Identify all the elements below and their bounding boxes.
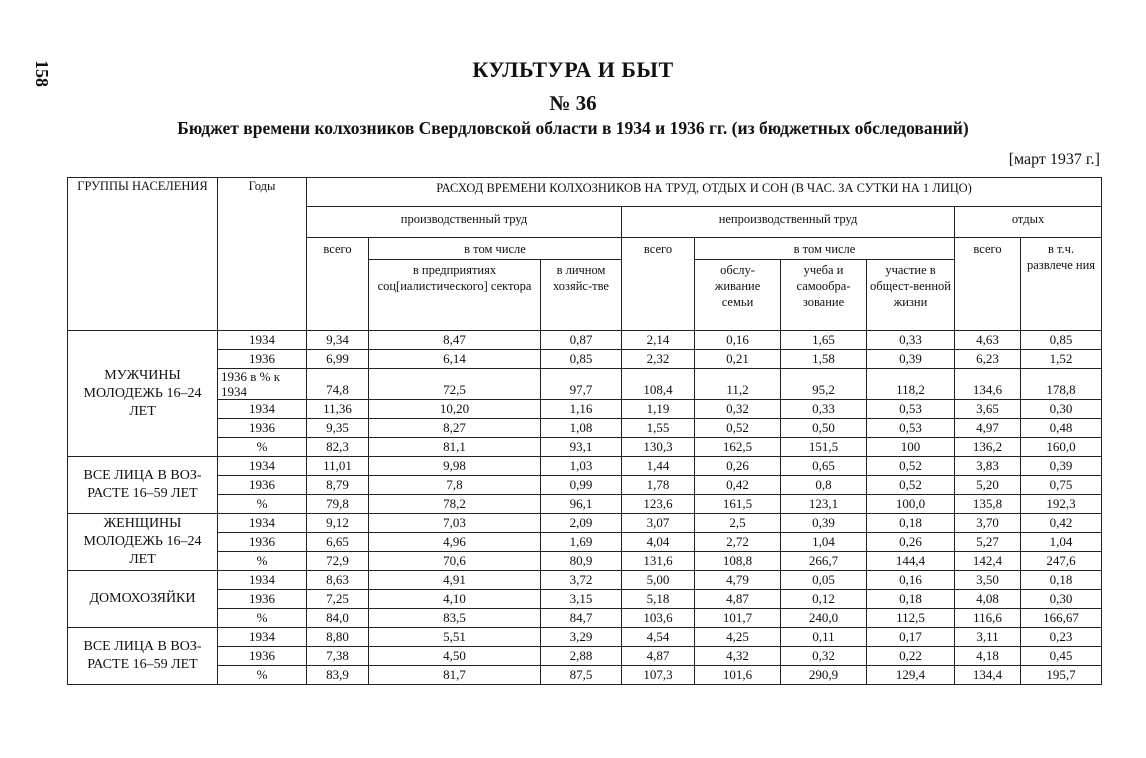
value-cell: 4,91: [369, 571, 541, 590]
value-cell: 11,01: [307, 457, 369, 476]
year-cell: 1936: [218, 533, 307, 552]
value-cell: 81,1: [369, 438, 541, 457]
value-cell: 11,2: [695, 369, 781, 400]
value-cell: 1,69: [541, 533, 622, 552]
table-row: [68, 666, 1102, 685]
header-family-service: обслу-живание семьи: [695, 260, 781, 331]
value-cell: 118,2: [867, 369, 955, 400]
value-cell: 0,39: [1021, 457, 1102, 476]
value-cell: 10,20: [369, 400, 541, 419]
value-cell: 107,3: [622, 666, 695, 685]
header-personal-farm: в личном хозяйс-тве: [541, 260, 622, 331]
value-cell: 7,8: [369, 476, 541, 495]
header-prod-total: всего: [307, 238, 369, 331]
value-cell: 2,5: [695, 514, 781, 533]
table-header: [68, 178, 1102, 331]
value-cell: 5,18: [622, 590, 695, 609]
value-cell: 7,38: [307, 647, 369, 666]
value-cell: 3,72: [541, 571, 622, 590]
value-cell: 4,97: [955, 419, 1021, 438]
value-cell: 0,16: [695, 331, 781, 350]
value-cell: 9,34: [307, 331, 369, 350]
value-cell: 0,33: [867, 331, 955, 350]
year-cell: 1934: [218, 514, 307, 533]
value-cell: 112,5: [867, 609, 955, 628]
value-cell: 0,33: [781, 400, 867, 419]
value-cell: 4,96: [369, 533, 541, 552]
value-cell: 151,5: [781, 438, 867, 457]
value-cell: 80,9: [541, 552, 622, 571]
value-cell: 4,08: [955, 590, 1021, 609]
value-cell: 129,4: [867, 666, 955, 685]
value-cell: 135,8: [955, 495, 1021, 514]
value-cell: 0,42: [1021, 514, 1102, 533]
value-cell: 100: [867, 438, 955, 457]
value-cell: 84,7: [541, 609, 622, 628]
value-cell: 2,88: [541, 647, 622, 666]
value-cell: 9,98: [369, 457, 541, 476]
value-cell: 8,63: [307, 571, 369, 590]
value-cell: 8,80: [307, 628, 369, 647]
header-public-life: участие в общест-венной жизни: [867, 260, 955, 331]
year-cell: %: [218, 609, 307, 628]
value-cell: 0,05: [781, 571, 867, 590]
value-cell: 97,7: [541, 369, 622, 400]
value-cell: 162,5: [695, 438, 781, 457]
value-cell: 1,78: [622, 476, 695, 495]
value-cell: 78,2: [369, 495, 541, 514]
value-cell: 2,09: [541, 514, 622, 533]
table-row: [68, 419, 1102, 438]
section-title: КУЛЬТУРА И БЫТ: [472, 57, 674, 82]
value-cell: 1,52: [1021, 350, 1102, 369]
year-cell: 1934: [218, 400, 307, 419]
value-cell: 3,29: [541, 628, 622, 647]
value-cell: 0,85: [1021, 331, 1102, 350]
value-cell: 290,9: [781, 666, 867, 685]
value-cell: 0,52: [695, 419, 781, 438]
year-cell: 1936: [218, 350, 307, 369]
table-row: [68, 369, 1102, 400]
value-cell: 0,50: [781, 419, 867, 438]
table-body: [68, 331, 1102, 685]
value-cell: 108,8: [695, 552, 781, 571]
group-name-cell: ВСЕ ЛИЦА В ВОЗ-РАСТЕ 16–59 ЛЕТ: [68, 628, 218, 685]
table-row: [68, 609, 1102, 628]
document-title: Бюджет времени колхозников Свердловской области в 1934 и 1936 гг. (из бюджетных обследований): [177, 118, 969, 138]
value-cell: 3,83: [955, 457, 1021, 476]
value-cell: 1,03: [541, 457, 622, 476]
value-cell: 3,11: [955, 628, 1021, 647]
value-cell: 87,5: [541, 666, 622, 685]
value-cell: 79,8: [307, 495, 369, 514]
value-cell: 9,35: [307, 419, 369, 438]
value-cell: 72,5: [369, 369, 541, 400]
value-cell: 96,1: [541, 495, 622, 514]
value-cell: 0,32: [695, 400, 781, 419]
value-cell: 0,8: [781, 476, 867, 495]
value-cell: 74,8: [307, 369, 369, 400]
value-cell: 11,36: [307, 400, 369, 419]
value-cell: 6,23: [955, 350, 1021, 369]
value-cell: 178,8: [1021, 369, 1102, 400]
value-cell: 0,30: [1021, 400, 1102, 419]
header-prod-including: в том числе: [369, 238, 622, 260]
year-cell: 1934: [218, 571, 307, 590]
value-cell: 240,0: [781, 609, 867, 628]
value-cell: 0,16: [867, 571, 955, 590]
value-cell: 166,67: [1021, 609, 1102, 628]
value-cell: 0,75: [1021, 476, 1102, 495]
table-row: [68, 533, 1102, 552]
value-cell: 1,16: [541, 400, 622, 419]
value-cell: 0,18: [867, 590, 955, 609]
value-cell: 0,53: [867, 419, 955, 438]
table-row: [68, 331, 1102, 350]
value-cell: 247,6: [1021, 552, 1102, 571]
year-cell: 1936 в % к 1934: [218, 369, 307, 400]
value-cell: 0,17: [867, 628, 955, 647]
value-cell: 0,12: [781, 590, 867, 609]
value-cell: 6,14: [369, 350, 541, 369]
value-cell: 7,25: [307, 590, 369, 609]
year-cell: %: [218, 552, 307, 571]
value-cell: 0,53: [867, 400, 955, 419]
value-cell: 160,0: [1021, 438, 1102, 457]
page-number: 158: [32, 60, 52, 87]
year-cell: 1934: [218, 457, 307, 476]
value-cell: 1,04: [781, 533, 867, 552]
value-cell: 8,47: [369, 331, 541, 350]
year-cell: %: [218, 666, 307, 685]
table-row: [68, 476, 1102, 495]
value-cell: 4,18: [955, 647, 1021, 666]
year-cell: 1936: [218, 476, 307, 495]
table-row: [68, 628, 1102, 647]
value-cell: 95,2: [781, 369, 867, 400]
value-cell: 3,50: [955, 571, 1021, 590]
table-row: [68, 514, 1102, 533]
value-cell: 8,79: [307, 476, 369, 495]
value-cell: 72,9: [307, 552, 369, 571]
value-cell: 266,7: [781, 552, 867, 571]
value-cell: 4,32: [695, 647, 781, 666]
value-cell: 2,14: [622, 331, 695, 350]
value-cell: 5,27: [955, 533, 1021, 552]
document-number: № 36: [549, 91, 597, 115]
value-cell: 2,32: [622, 350, 695, 369]
value-cell: 5,51: [369, 628, 541, 647]
value-cell: 144,4: [867, 552, 955, 571]
value-cell: 0,99: [541, 476, 622, 495]
value-cell: 0,39: [867, 350, 955, 369]
value-cell: 123,1: [781, 495, 867, 514]
value-cell: 0,52: [867, 476, 955, 495]
year-cell: %: [218, 438, 307, 457]
value-cell: 0,32: [781, 647, 867, 666]
value-cell: 0,23: [1021, 628, 1102, 647]
value-cell: 8,27: [369, 419, 541, 438]
value-cell: 0,42: [695, 476, 781, 495]
value-cell: 3,07: [622, 514, 695, 533]
value-cell: 0,26: [867, 533, 955, 552]
value-cell: 0,48: [1021, 419, 1102, 438]
header-groups: ГРУППЫ НАСЕЛЕНИЯ: [68, 178, 218, 331]
group-name-cell: ЖЕНЩИНЫ МОЛОДЕЖЬ 16–24 ЛЕТ: [68, 514, 218, 571]
year-cell: 1936: [218, 647, 307, 666]
value-cell: 101,6: [695, 666, 781, 685]
value-cell: 1,08: [541, 419, 622, 438]
value-cell: 108,4: [622, 369, 695, 400]
year-cell: %: [218, 495, 307, 514]
header-entertainment: в т.ч. развлече ния: [1021, 238, 1102, 331]
value-cell: 134,4: [955, 666, 1021, 685]
value-cell: 136,2: [955, 438, 1021, 457]
year-cell: 1936: [218, 419, 307, 438]
value-cell: 4,54: [622, 628, 695, 647]
value-cell: 0,18: [867, 514, 955, 533]
value-cell: 0,39: [781, 514, 867, 533]
table-row: [68, 552, 1102, 571]
value-cell: 82,3: [307, 438, 369, 457]
value-cell: 3,15: [541, 590, 622, 609]
table-row: [68, 400, 1102, 419]
table-row: [68, 495, 1102, 514]
value-cell: 1,44: [622, 457, 695, 476]
year-cell: 1934: [218, 331, 307, 350]
value-cell: 0,45: [1021, 647, 1102, 666]
header-nonprod-including: в том числе: [695, 238, 955, 260]
header-enterprises: в предприятиях соц[иалистического] сектора: [369, 260, 541, 331]
value-cell: 3,70: [955, 514, 1021, 533]
value-cell: 0,21: [695, 350, 781, 369]
value-cell: 9,12: [307, 514, 369, 533]
value-cell: 103,6: [622, 609, 695, 628]
value-cell: 0,26: [695, 457, 781, 476]
value-cell: 131,6: [622, 552, 695, 571]
header-nonproduction-labor: непроизводственный труд: [622, 207, 955, 238]
value-cell: 7,03: [369, 514, 541, 533]
table-row: [68, 457, 1102, 476]
value-cell: 142,4: [955, 552, 1021, 571]
date-note: [март 1937 г.]: [1008, 151, 1100, 168]
year-cell: 1936: [218, 590, 307, 609]
value-cell: 100,0: [867, 495, 955, 514]
value-cell: 116,6: [955, 609, 1021, 628]
value-cell: 4,63: [955, 331, 1021, 350]
value-cell: 1,55: [622, 419, 695, 438]
header-study: учеба и самообра-зование: [781, 260, 867, 331]
value-cell: 0,30: [1021, 590, 1102, 609]
value-cell: 93,1: [541, 438, 622, 457]
value-cell: 5,00: [622, 571, 695, 590]
value-cell: 3,65: [955, 400, 1021, 419]
value-cell: 0,18: [1021, 571, 1102, 590]
value-cell: 0,11: [781, 628, 867, 647]
value-cell: 6,99: [307, 350, 369, 369]
value-cell: 4,87: [622, 647, 695, 666]
value-cell: 1,04: [1021, 533, 1102, 552]
value-cell: 4,87: [695, 590, 781, 609]
value-cell: 0,65: [781, 457, 867, 476]
value-cell: 5,20: [955, 476, 1021, 495]
value-cell: 192,3: [1021, 495, 1102, 514]
value-cell: 4,10: [369, 590, 541, 609]
header-rest-total: всего: [955, 238, 1021, 331]
header-main: РАСХОД ВРЕМЕНИ КОЛХОЗНИКОВ НА ТРУД, ОТДЫХ И СОН (В ЧАС. ЗА СУТКИ НА 1 ЛИЦО): [307, 178, 1102, 207]
value-cell: 1,19: [622, 400, 695, 419]
value-cell: 134,6: [955, 369, 1021, 400]
value-cell: 0,87: [541, 331, 622, 350]
time-budget-table: [67, 177, 1102, 685]
group-name-cell: ВСЕ ЛИЦА В ВОЗ-РАСТЕ 16–59 ЛЕТ: [68, 457, 218, 514]
header-years: Годы: [218, 178, 307, 331]
header-nonprod-total: всего: [622, 238, 695, 331]
header-rest: отдых: [955, 207, 1102, 238]
value-cell: 0,52: [867, 457, 955, 476]
value-cell: 84,0: [307, 609, 369, 628]
value-cell: 101,7: [695, 609, 781, 628]
value-cell: 83,5: [369, 609, 541, 628]
value-cell: 0,22: [867, 647, 955, 666]
value-cell: 130,3: [622, 438, 695, 457]
table-row: [68, 571, 1102, 590]
value-cell: 81,7: [369, 666, 541, 685]
year-cell: 1934: [218, 628, 307, 647]
value-cell: 123,6: [622, 495, 695, 514]
value-cell: 0,85: [541, 350, 622, 369]
value-cell: 4,25: [695, 628, 781, 647]
table-row: [68, 647, 1102, 666]
value-cell: 6,65: [307, 533, 369, 552]
value-cell: 2,72: [695, 533, 781, 552]
value-cell: 4,79: [695, 571, 781, 590]
value-cell: 83,9: [307, 666, 369, 685]
value-cell: 4,04: [622, 533, 695, 552]
table-row: [68, 438, 1102, 457]
value-cell: 195,7: [1021, 666, 1102, 685]
group-name-cell: ДОМОХОЗЯЙКИ: [68, 571, 218, 628]
table-row: [68, 590, 1102, 609]
value-cell: 70,6: [369, 552, 541, 571]
table-row: [68, 350, 1102, 369]
value-cell: 1,65: [781, 331, 867, 350]
group-name-cell: МУЖЧИНЫ МОЛОДЕЖЬ 16–24 ЛЕТ: [68, 331, 218, 457]
value-cell: 1,58: [781, 350, 867, 369]
value-cell: 4,50: [369, 647, 541, 666]
value-cell: 161,5: [695, 495, 781, 514]
header-production-labor: производственный труд: [307, 207, 622, 238]
